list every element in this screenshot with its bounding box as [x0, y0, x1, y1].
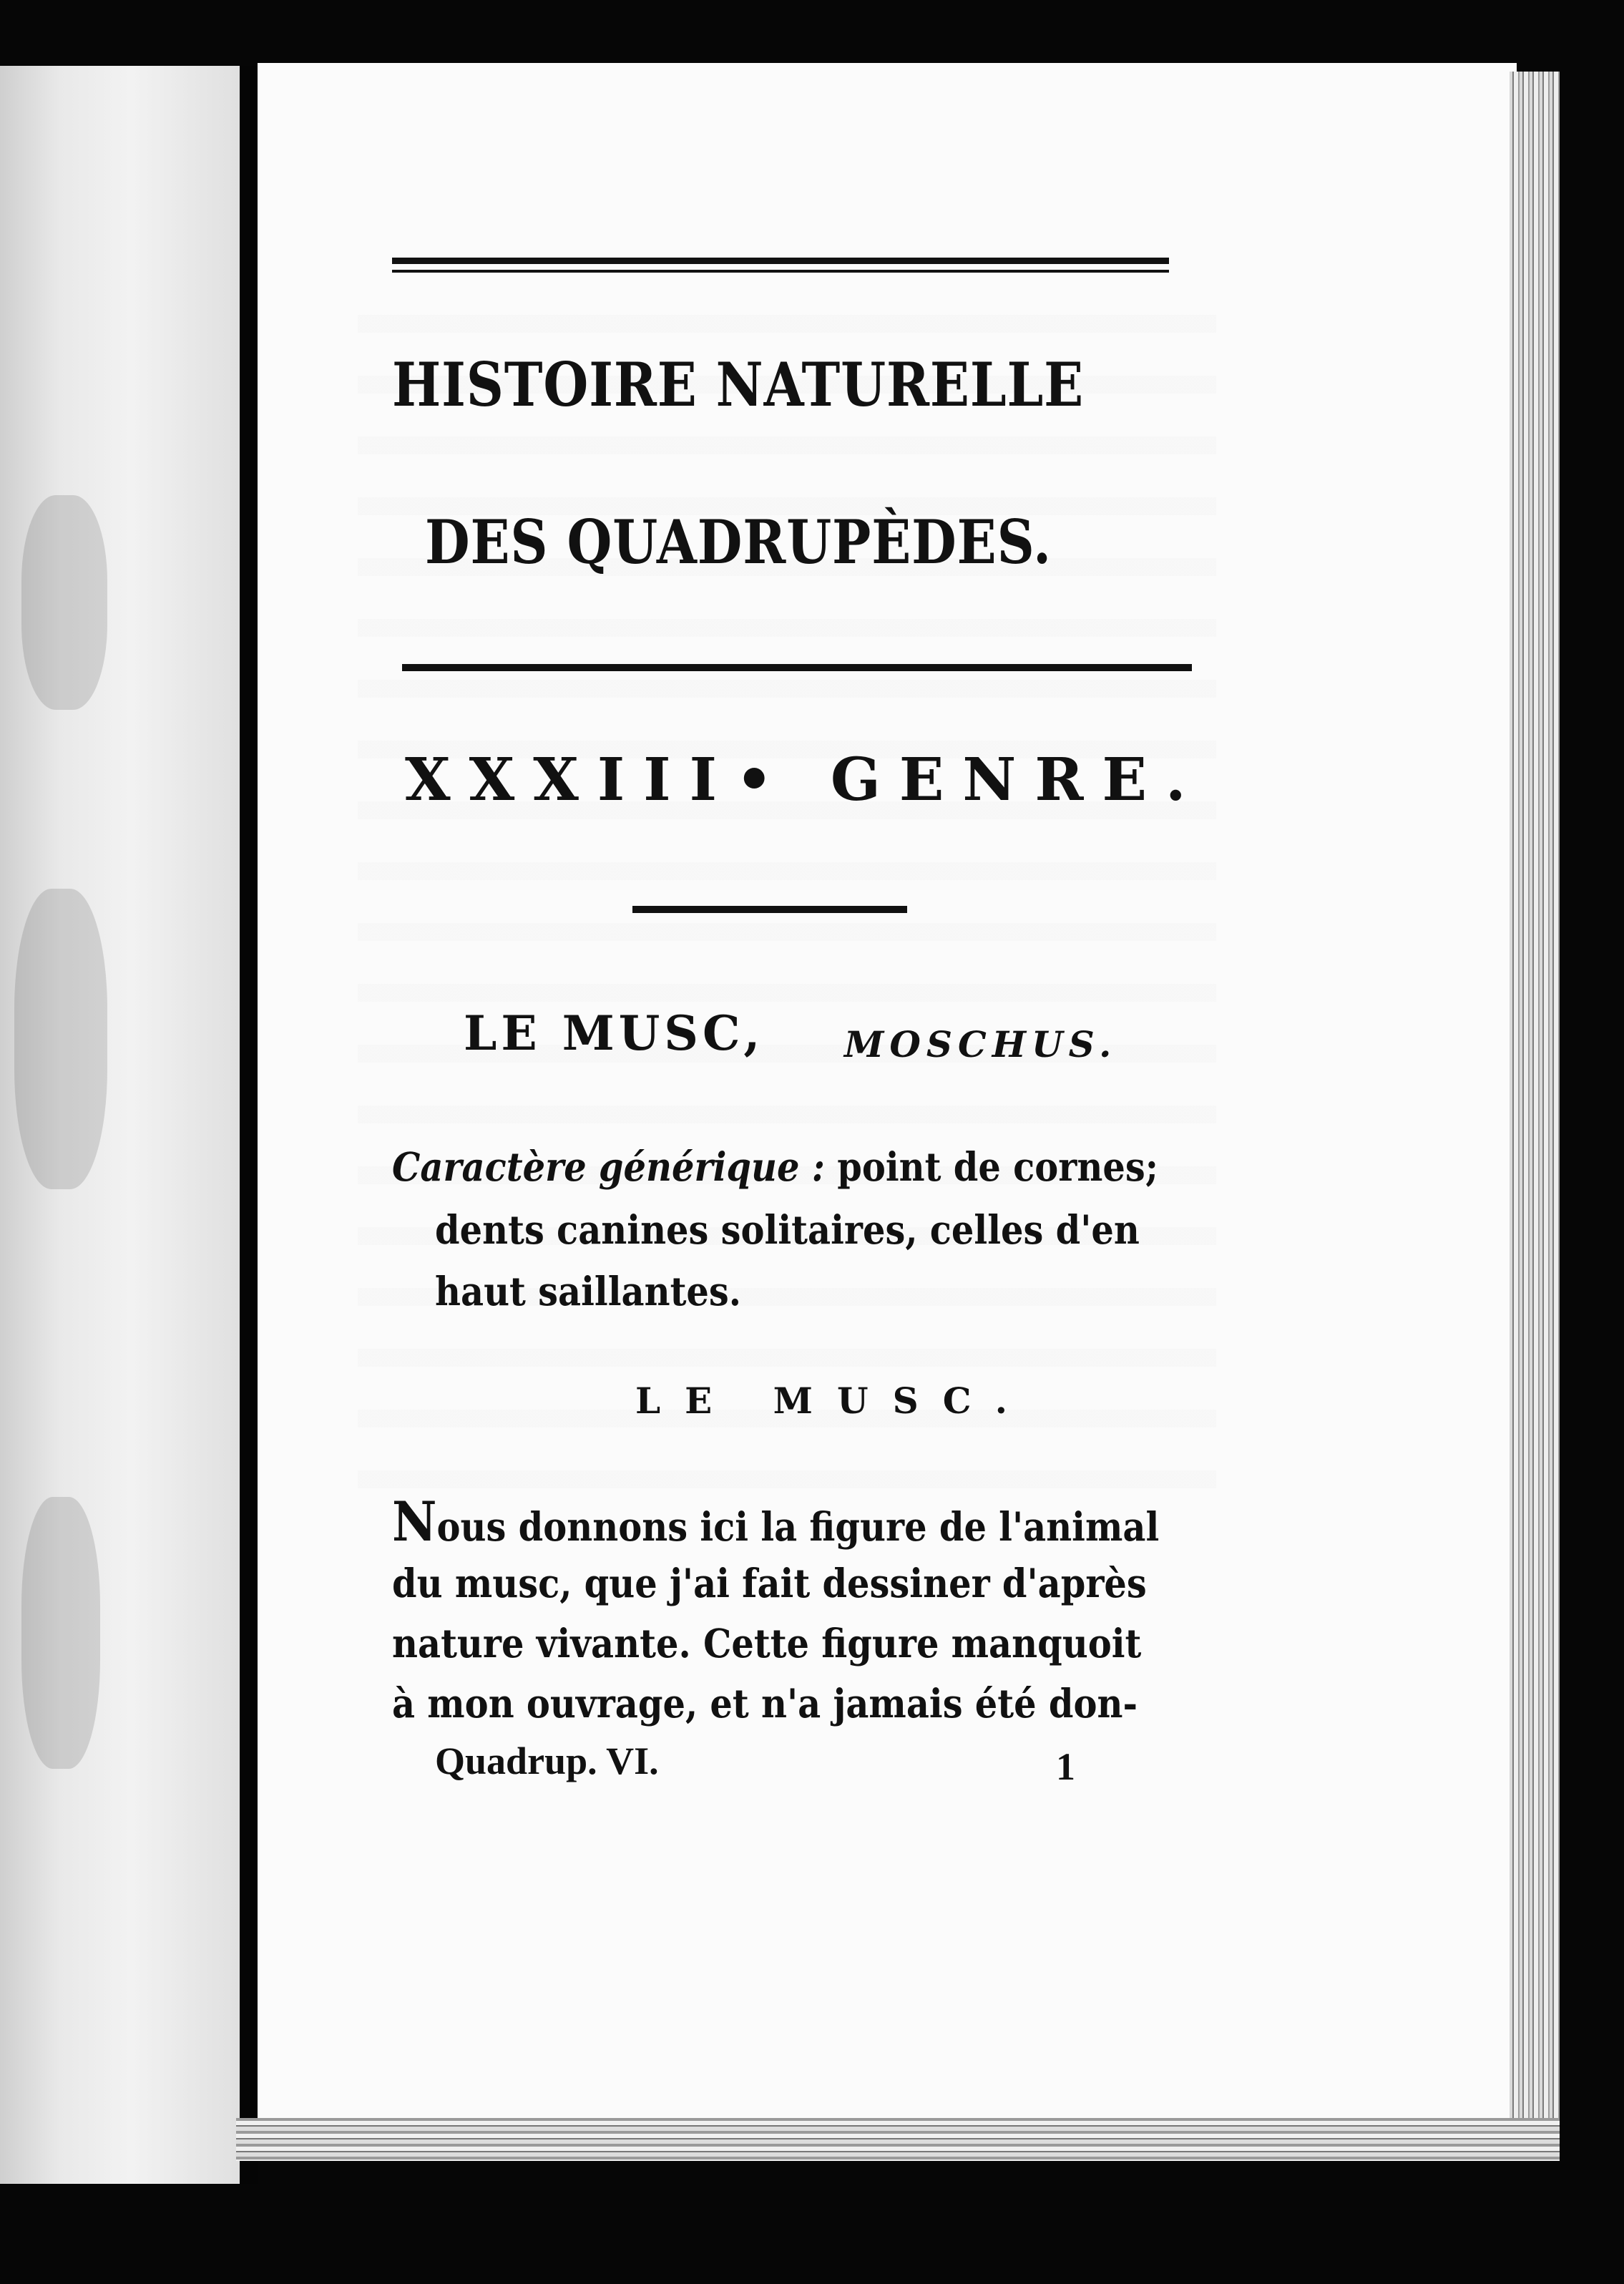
- species-latin-name: MOSCHUS.: [844, 1023, 1117, 1065]
- page-title-line2: DES QUADRUPÈDES.: [425, 507, 1052, 577]
- body-line3: nature vivante. Cette figure manquoit: [392, 1620, 1142, 1666]
- section-subheading: LE MUSC.: [635, 1380, 1032, 1422]
- genre-heading: XXXIII• GENRE.: [405, 746, 1205, 814]
- body-line1-text: ous donnons ici la figure de l'animal: [436, 1503, 1160, 1550]
- body-line2: du musc, que j'ai fait dessiner d'après: [392, 1560, 1147, 1606]
- sheet-number: 1: [1056, 1745, 1075, 1788]
- book-gutter: [240, 66, 258, 2184]
- generic-character-line2: dents canines solitaires, celles d'en: [435, 1206, 1140, 1253]
- generic-character-line1: [392, 1143, 1158, 1190]
- page-title-line1: HISTOIRE NATURELLE: [392, 349, 1085, 420]
- genre-rule: [632, 906, 907, 913]
- title-rule: [402, 664, 1192, 671]
- drop-cap: N: [392, 1490, 437, 1553]
- facing-page-left: [0, 66, 240, 2184]
- body-line1: [392, 1490, 1159, 1553]
- top-double-rule: [392, 258, 1169, 273]
- body-line4: à mon ouvrage, et n'a jamais été don-: [392, 1680, 1138, 1727]
- species-name: LE MUSC,: [464, 1005, 765, 1061]
- generic-character-label: Caractère générique :: [392, 1143, 826, 1190]
- generic-character-line3: haut saillantes.: [435, 1268, 742, 1314]
- generic-character-text: point de cornes;: [837, 1143, 1158, 1190]
- page-edges-right: [1510, 72, 1560, 2147]
- signature-mark: Quadrup. VI.: [435, 1739, 659, 1782]
- page-edges-bottom: [236, 2118, 1560, 2161]
